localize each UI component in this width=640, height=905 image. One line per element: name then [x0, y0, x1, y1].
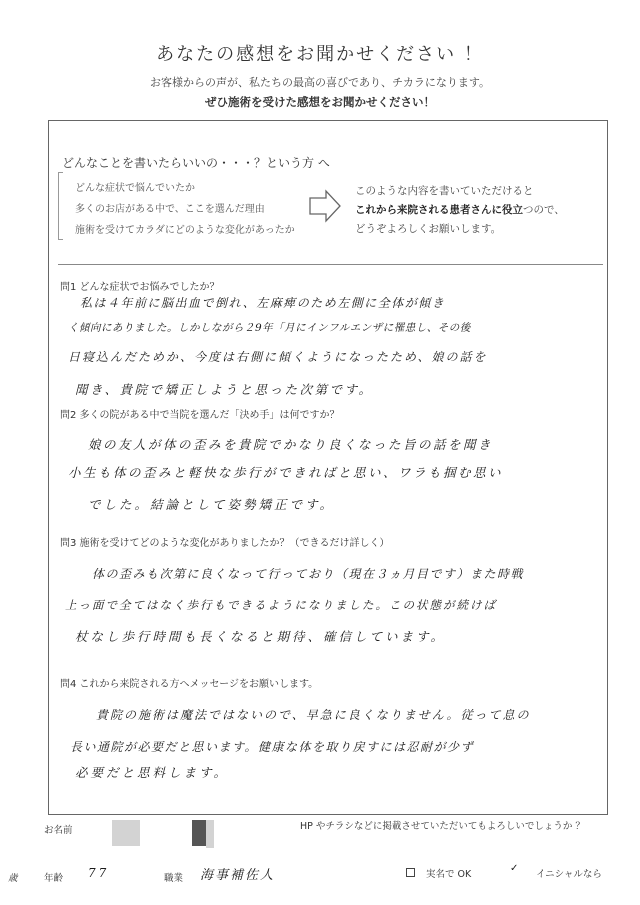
guide-left-bracket: [58, 172, 63, 240]
guide-right-text: [355, 182, 565, 239]
publication-permission-question: HP やチラシなどに掲載させていただいてもよろしいでしょうか ？: [300, 821, 585, 832]
answer-1-line: 聞き、貴院で矯正しようと思った次第です。: [75, 382, 374, 397]
answer-3-line: 体の歪みも次第に良くなって行っており（現在３ヵ月目です）また時戦: [92, 567, 525, 581]
guide-right-line3: どうぞよろしくお願いします。: [355, 223, 502, 235]
answer-2-line: 娘の友人が体の歪みを貴院でかなり良くなった旨の話を聞き: [88, 437, 494, 452]
answer-3-line: 杖なし歩行時間も長くなると期待、確信しています。: [75, 629, 447, 644]
guide-right-line1: このような内容を書いていただけると: [355, 185, 534, 197]
occupation-label: 職業: [164, 873, 184, 884]
redacted-name-block: [206, 820, 214, 848]
guide-left-item: どんな症状で悩んでいたか: [75, 183, 195, 194]
real-name-checkbox[interactable]: [406, 868, 415, 877]
answer-1-line: 日寝込んだためか、今度は右側に傾くようになったため、娘の話を: [68, 350, 488, 364]
question-1-label: 問1 どんな症状でお悩みでしたか？: [60, 282, 220, 293]
occupation-value: 海事補佐人: [200, 868, 276, 883]
answer-4-line: 長い通院が必要だと思います。健康な体を取り戻すには忍耐が少ず: [70, 740, 475, 754]
initial-checkmark-icon[interactable]: ✓: [510, 863, 519, 874]
header-request: ぜひ施術を受けた感想をお聞かせください！: [205, 95, 435, 109]
question-4-label: 問4 これから来院される方へメッセージをお願いします。: [60, 679, 319, 690]
answer-2-line: 小生も体の歪みと軽快な歩行ができればと思い、ワラも掴む思い: [68, 465, 504, 480]
arrow-right-icon: [308, 188, 342, 224]
age-value: 77: [88, 866, 110, 880]
initial-option-label: イニシャルなら: [536, 869, 602, 880]
guide-left-item: 施術を受けてカラダにどのような変化があったか: [75, 225, 295, 236]
age-prefix-mark: 歳: [8, 873, 18, 884]
redacted-name-block: [192, 820, 206, 834]
guide-left-item: 多くのお店がある中で、ここを選んだ理由: [75, 204, 265, 215]
guide-divider: [58, 264, 603, 265]
guide-right-line2-rest: つので、: [523, 204, 565, 216]
question-3-label: 問3 施術を受けてどのような変化がありましたか？（できるだけ詳しく）: [60, 538, 390, 549]
answer-4-line: 必要だと思料します。: [75, 765, 230, 780]
answer-1-line: く傾向にありました。しかしながら２9年「月にインフルエンザに罹患し、その後: [68, 322, 471, 334]
real-name-option-label: 実名で OK: [426, 869, 472, 880]
guide-right-line2-bold: これから来院される患者さんに役立: [355, 204, 523, 216]
name-label: お名前: [44, 825, 73, 836]
guide-title: どんなことを書いたらいいの・・・？という方 へ: [62, 156, 330, 170]
answer-2-line: でした。結論として姿勢矯正です。: [88, 497, 336, 512]
redacted-name-block: [192, 834, 206, 846]
guide-right-line2: [355, 201, 565, 220]
answer-1-line: 私は４年前に脳出血で倒れ、左麻痺のため左側に全体が傾き: [80, 296, 446, 310]
redacted-name-block: [112, 820, 140, 846]
age-label: 年齢: [44, 873, 64, 884]
header-intro: お客様からの声が、私たちの最高の喜びであり、チカラになります。: [150, 76, 490, 89]
answer-4-line: 貴院の施術は魔法ではないので、早急に良くなりません。従って息の: [96, 708, 531, 722]
guide-left-list: [75, 178, 295, 241]
answer-3-line: 上っ面で全てはなく歩行もできるようになりました。この状態が続けば: [65, 598, 497, 612]
question-2-label: 問2 多くの院がある中で当院を選んだ「決め手」は何ですか？: [60, 406, 344, 421]
page-title: あなたの感想をお聞かせください ！: [156, 44, 484, 65]
